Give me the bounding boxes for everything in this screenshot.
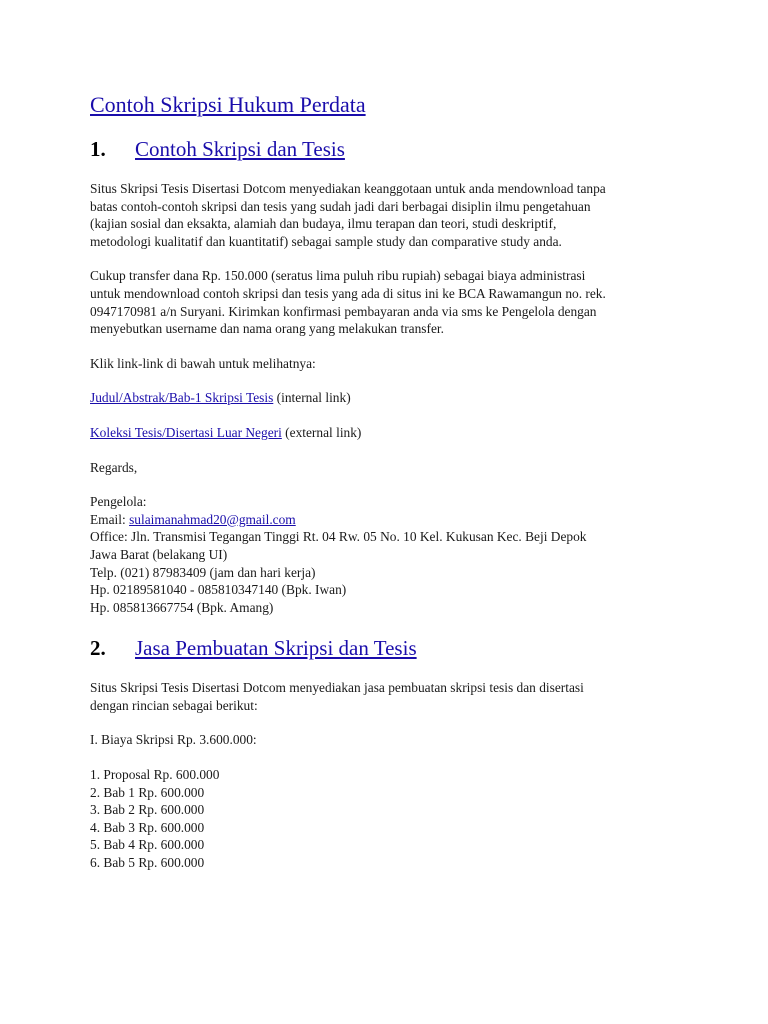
internal-link[interactable]: Judul/Abstrak/Bab-1 Skripsi Tesis [90,390,274,406]
list-item: 4. Bab 3 Rp. 600.000 [90,819,205,835]
email-link[interactable]: sulaimanahmad20@gmail.com [129,511,296,527]
section-1-paragraph-1: Situs Skripsi Tesis Disertasi Dotcom menyediakan keanggotaan untuk anda mendownload tanpa batas contoh-contoh skripsi dan tesis yang sudah jadi dari berbagai disiplin ilmu pengetahuan (kajian sosial dan eksakta, alamiah dan budaya, ilmu terapan dan teori, studi deskriptif, metodologi kualitatif dan kuantitatif) sebagai sample study dan comparative study anda. [90,181,606,249]
telp-line: Telp. (021) 87983409 (jam dan hari kerja) [90,564,316,580]
list-item: 1. Proposal Rp. 600.000 [90,767,220,783]
link-row-2 [90,424,698,442]
list-item: 5. Bab 4 Rp. 600.000 [90,837,205,853]
page-title [90,90,698,120]
biaya-heading: I. Biaya Skripsi Rp. 3.600.000: [90,732,257,748]
internal-link-note: (internal link) [273,390,351,406]
contact-block [90,493,698,616]
title-link[interactable]: Contoh Skripsi Hukum Perdata [90,92,366,117]
external-link-note: (external link) [281,424,362,440]
hp-line-1: Hp. 02189581040 - 085810347140 (Bpk. Iwan) [90,582,347,598]
office-line-1: Office: Jln. Transmisi Tegangan Tinggi Rt. 04 Rw. 05 No. 10 Kel. Kukusan Kec. Beji Depok [90,529,587,545]
biaya-list [90,766,698,872]
click-instruction: Klik link-link di bawah untuk melihatnya: [90,355,316,371]
list-item: 6. Bab 5 Rp. 600.000 [90,855,205,871]
section-2-link[interactable]: Jasa Pembuatan Skripsi dan Tesis [135,636,417,661]
section-2-paragraph-1: Situs Skripsi Tesis Disertasi Dotcom menyediakan jasa pembuatan skripsi tesis dan disertasi dengan rincian sebagai berikut: [90,680,584,713]
section-2-number: 2. [90,636,106,661]
section-1-number: 1. [90,137,106,161]
external-link[interactable]: Koleksi Tesis/Disertasi Luar Negeri [90,424,282,440]
section-1-link[interactable]: Contoh Skripsi dan Tesis [135,137,345,161]
list-item: 3. Bab 2 Rp. 600.000 [90,802,205,818]
office-line-2: Jawa Barat (belakang UI) [90,546,228,562]
regards-text: Regards, [90,459,138,475]
pengelola-label: Pengelola: [90,494,147,510]
section-1-heading [90,134,698,164]
section-2-heading [90,633,698,663]
email-line: Email: sulaimanahmad20@gmail.com [90,511,296,527]
link-row-1 [90,389,698,407]
hp-line-2: Hp. 085813667754 (Bpk. Amang) [90,599,274,615]
list-item: 2. Bab 1 Rp. 600.000 [90,784,205,800]
section-1-paragraph-2: Cukup transfer dana Rp. 150.000 (seratus lima puluh ribu rupiah) sebagai biaya administrasi untuk mendownload contoh skripsi dan tesis yang ada di situs ini ke BCA Rawamangun no. rek. 0947170981 a/n Suryani. Kirimkan konfirmasi pembayaran anda via sms ke Pengelola dengan menyebutkan username dan nama orang yang melakukan transfer. [90,268,606,337]
